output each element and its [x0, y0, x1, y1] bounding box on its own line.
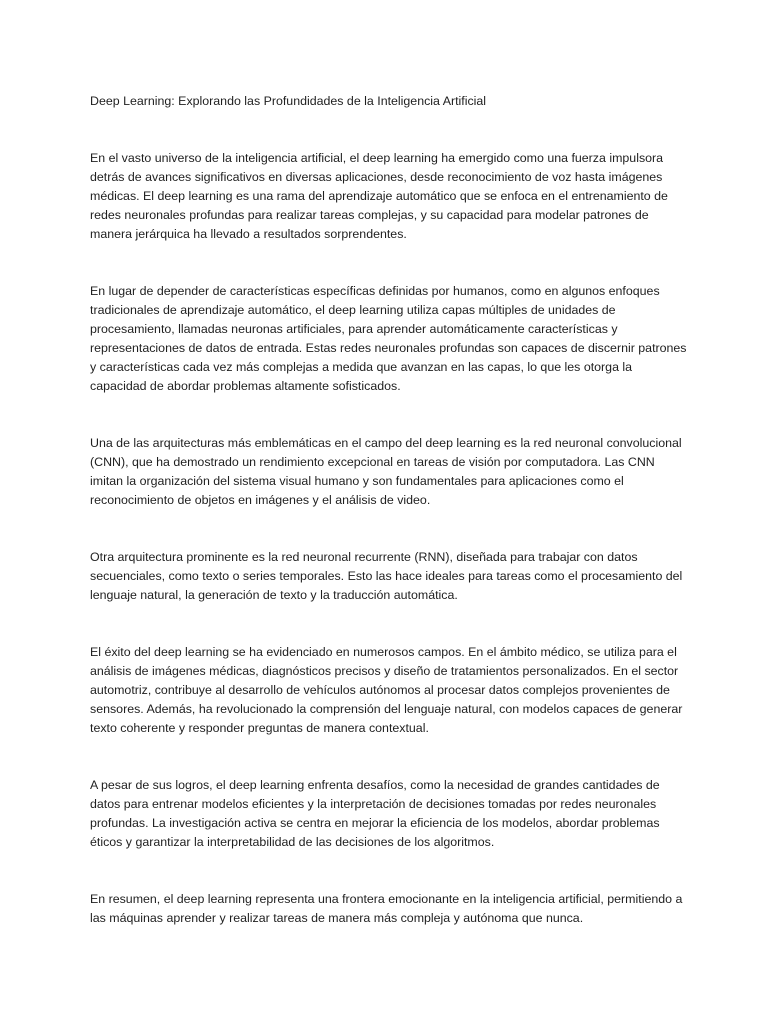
- paragraph-conclusion: En resumen, el deep learning representa una frontera emocionante en la inteligencia artificial, permitiendo a las máquinas aprender y realizar tareas de manera más compleja y autónoma que nunca.: [90, 892, 683, 925]
- document-body: [90, 92, 690, 928]
- document-title: Deep Learning: Explorando las Profundidades de la Inteligencia Artificial: [90, 94, 487, 108]
- paragraph-features: En lugar de depender de características específicas definidas por humanos, como en algunos enfoques tradicionales de aprendizaje automático, el deep learning utiliza capas múltiples de unidades de procesamiento, llamadas neuronas artificiales, para aprender automáticamente características y representaciones de datos de entrada. Estas redes neuronales profundas son capaces de discernir patrones y características cada vez más complejas a medida que avanzan en las capas, lo que les otorga la capacidad de abordar problemas altamente sofisticados.: [90, 284, 687, 393]
- paragraph-intro: En el vasto universo de la inteligencia artificial, el deep learning ha emergido como una fuerza impulsora detrás de avances significativos en diversas aplicaciones, desde reconocimiento de voz hasta imágenes médicas. El deep learning es una rama del aprendizaje automático que se enfoca en el entrenamiento de redes neuronales profundas para realizar tareas complejas, y su capacidad para modelar patrones de manera jerárquica ha llevado a resultados sorprendentes.: [90, 151, 668, 241]
- paragraph-challenges: A pesar de sus logros, el deep learning enfrenta desafíos, como la necesidad de grandes cantidades de datos para entrenar modelos eficientes y la interpretación de decisiones tomadas por redes neuronales profundas. La investigación activa se centra en mejorar la eficiencia de los modelos, abordar problemas éticos y garantizar la interpretabilidad de las decisiones de los algoritmos.: [90, 778, 660, 849]
- paragraph-rnn: Otra arquitectura prominente es la red neuronal recurrente (RNN), diseñada para trabajar con datos secuenciales, como texto o series temporales. Esto las hace ideales para tareas como el procesamiento del lenguaje natural, la generación de texto y la traducción automática.: [90, 550, 683, 602]
- paragraph-cnn: Una de las arquitecturas más emblemáticas en el campo del deep learning es la red neuronal convolucional (CNN), que ha demostrado un rendimiento excepcional en tareas de visión por computadora. Las CNN imitan la organización del sistema visual humano y son fundamentales para aplicaciones como el reconocimiento de objetos en imágenes y el análisis de video.: [90, 436, 682, 507]
- paragraph-applications: El éxito del deep learning se ha evidenciado en numerosos campos. En el ámbito médico, se utiliza para el análisis de imágenes médicas, diagnósticos precisos y diseño de tratamientos personalizados. En el sector automotriz, contribuye al desarrollo de vehículos autónomos al procesar datos complejos provenientes de sensores. Además, ha revolucionado la comprensión del lenguaje natural, con modelos capaces de generar texto coherente y responder preguntas de manera contextual.: [90, 645, 683, 735]
